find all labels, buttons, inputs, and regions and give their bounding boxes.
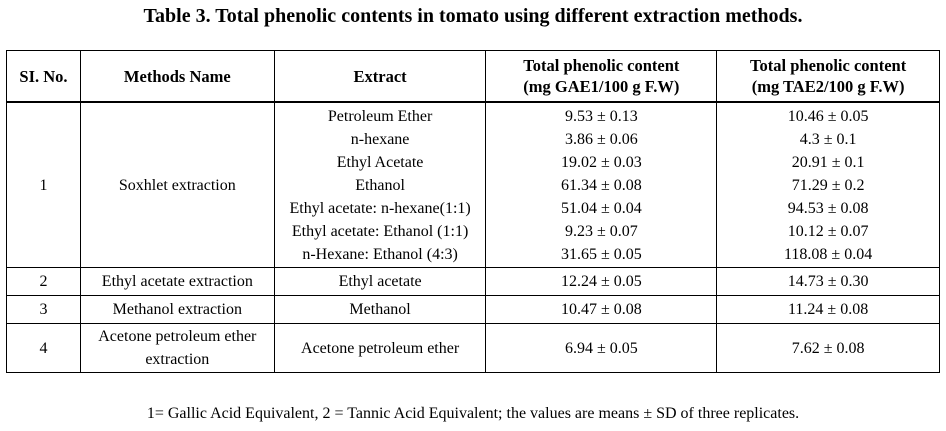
cell-method: Soxhlet extraction <box>80 102 274 268</box>
extract-item: Ethanol <box>355 176 405 194</box>
header-sl-no: SI. No. <box>7 51 81 103</box>
cell-method <box>80 324 274 373</box>
header-row <box>7 51 940 103</box>
cell-gae: 12.24 ± 0.05 <box>486 268 717 296</box>
cell-sl: 2 <box>7 268 81 296</box>
cell-gae-list <box>486 102 717 268</box>
extract-item: Ethyl acetate: Ethanol (1:1) <box>291 222 469 240</box>
gae-value: 3.86 ± 0.06 <box>564 130 638 148</box>
header-tae-line2: (mg TAE2/100 g F.W) <box>751 77 905 96</box>
gae-value: 9.23 ± 0.07 <box>564 222 638 240</box>
header-method: Methods Name <box>80 51 274 103</box>
tae-value: 10.46 ± 0.05 <box>787 107 869 125</box>
cell-extract: Ethyl acetate <box>274 268 486 296</box>
cell-tae: 14.73 ± 0.30 <box>717 268 940 296</box>
extract-item: n-hexane <box>350 130 410 148</box>
extract-item: Ethyl Acetate <box>336 153 424 171</box>
gae-value: 19.02 ± 0.03 <box>560 153 642 171</box>
table-row <box>7 324 940 373</box>
tae-value: 20.91 ± 0.1 <box>791 153 865 171</box>
header-gae-line1: Total phenolic content <box>523 56 680 75</box>
tae-value: 118.08 ± 0.04 <box>784 245 873 263</box>
cell-extract-list <box>274 102 486 268</box>
tae-value: 71.29 ± 0.2 <box>791 176 865 194</box>
table-row <box>7 296 940 324</box>
method-line2: extraction <box>145 351 210 368</box>
extract-item: Petroleum Ether <box>327 107 433 125</box>
header-tae-line1: Total phenolic content <box>750 56 907 75</box>
cell-tae-list <box>717 102 940 268</box>
cell-extract: Methanol <box>274 296 486 324</box>
tae-value: 10.12 ± 0.07 <box>787 222 869 240</box>
cell-sl: 3 <box>7 296 81 324</box>
table-title: Table 3. Total phenolic contents in tomato using different extraction methods. <box>143 5 803 27</box>
method-line1: Acetone petroleum ether <box>98 328 257 345</box>
extract-item: Ethyl acetate: n-hexane(1:1) <box>289 199 471 217</box>
cell-tae: 7.62 ± 0.08 <box>717 324 940 373</box>
cell-gae: 6.94 ± 0.05 <box>486 324 717 373</box>
cell-sl: 1 <box>7 102 81 268</box>
gae-value: 31.65 ± 0.05 <box>560 245 642 263</box>
header-gae <box>486 51 717 103</box>
cell-method: Methanol extraction <box>80 296 274 324</box>
gae-value: 9.53 ± 0.13 <box>564 107 638 125</box>
tae-value: 94.53 ± 0.08 <box>787 199 869 217</box>
tae-value: 4.3 ± 0.1 <box>799 130 857 148</box>
cell-gae: 10.47 ± 0.08 <box>486 296 717 324</box>
header-tae <box>717 51 940 103</box>
cell-tae: 11.24 ± 0.08 <box>717 296 940 324</box>
gae-value: 61.34 ± 0.08 <box>560 176 642 194</box>
cell-sl: 4 <box>7 324 81 373</box>
cell-extract: Acetone petroleum ether <box>274 324 486 373</box>
header-extract: Extract <box>274 51 486 103</box>
cell-method: Ethyl acetate extraction <box>80 268 274 296</box>
header-gae-line2: (mg GAE1/100 g F.W) <box>523 77 680 96</box>
table-row <box>7 268 940 296</box>
phenolic-table <box>6 50 940 373</box>
table-footnote: 1= Gallic Acid Equivalent, 2 = Tannic Acid Equivalent; the values are means ± SD of three replicates. <box>146 405 800 422</box>
table-row <box>7 102 940 268</box>
gae-value: 51.04 ± 0.04 <box>560 199 642 217</box>
extract-item: n-Hexane: Ethanol (4:3) <box>302 245 458 263</box>
